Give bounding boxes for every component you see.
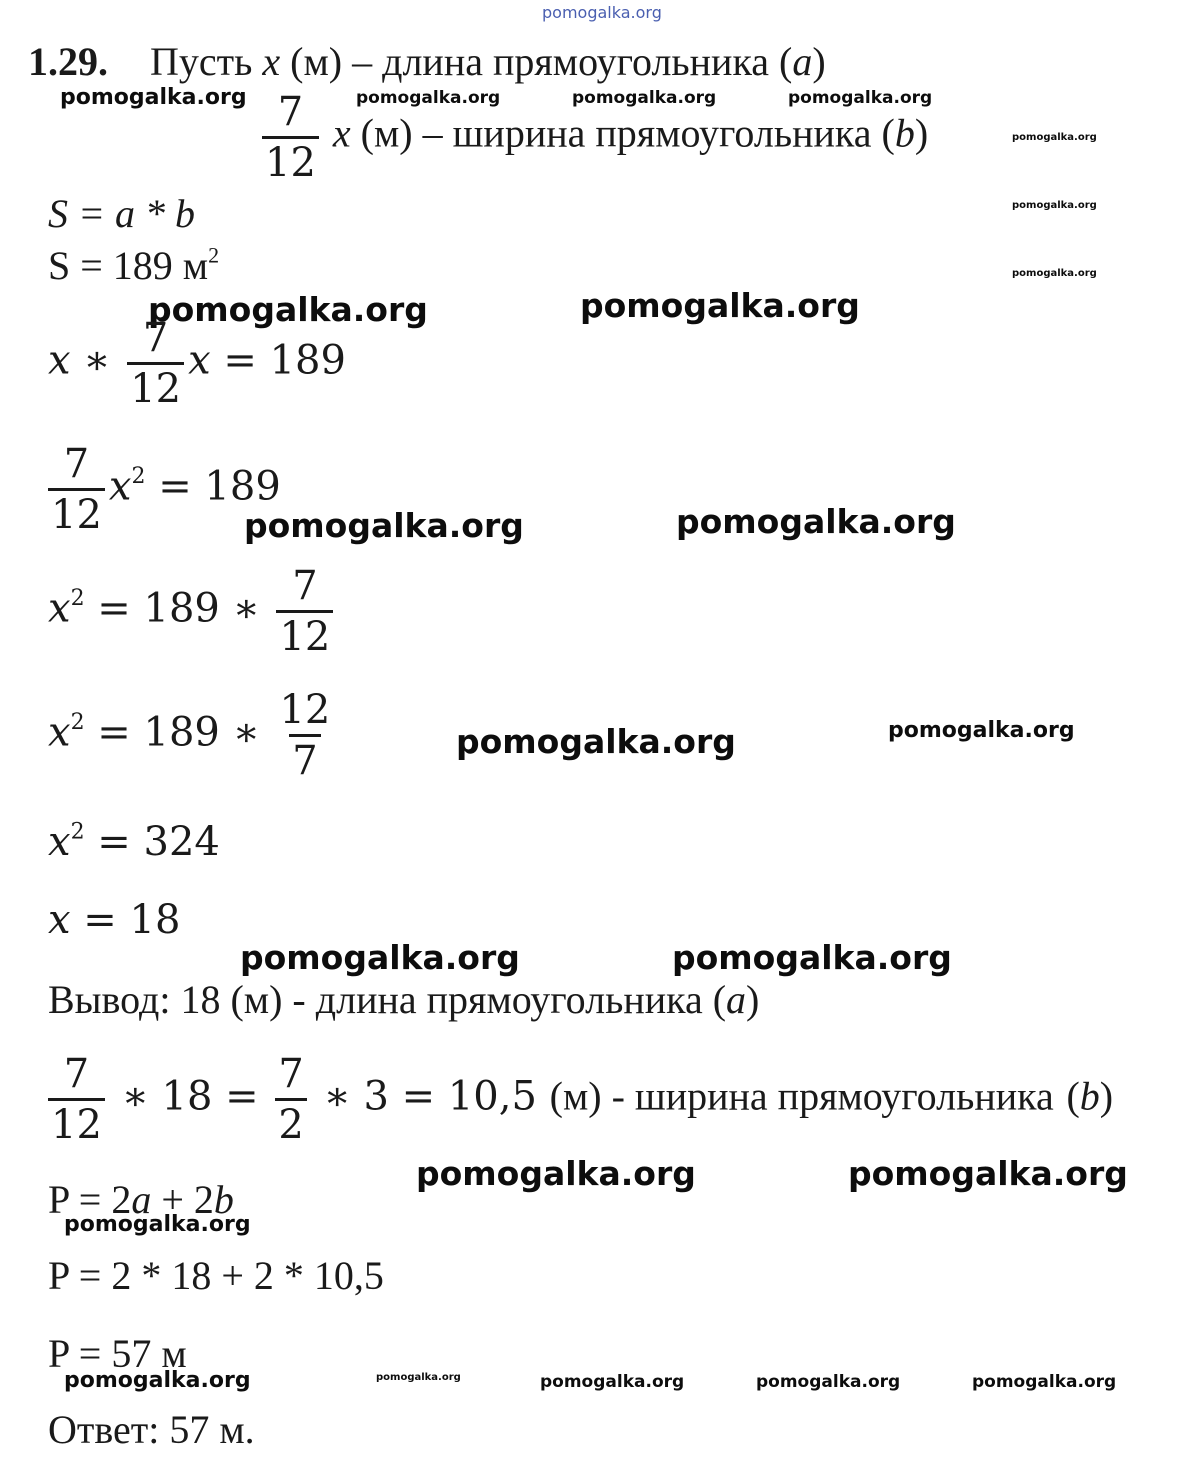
width-calc-mid: ∗ 18 = [121, 1073, 259, 1120]
numerator: 7 [142, 315, 169, 361]
watermark: pomogalka.org [848, 1154, 1128, 1193]
fraction-7-12 [276, 563, 333, 660]
denominator: 12 [127, 362, 184, 409]
var-x: x [48, 709, 71, 756]
numerator: 7 [278, 1051, 304, 1097]
problem-number: 1.29. [28, 39, 108, 84]
watermark: pomogalka.org [64, 1212, 251, 1237]
watermark: pomogalka.org [1012, 132, 1097, 143]
fraction-7-2 [275, 1051, 306, 1148]
watermark: pomogalka.org [888, 718, 1075, 743]
var-x: x [48, 897, 71, 943]
equation-3 [48, 563, 337, 660]
width-calc-rest: ∗ 3 = 10,5 [323, 1073, 537, 1120]
equation-rhs: = 189 ∗ [97, 585, 260, 632]
multiply-sign: ∗ [83, 337, 111, 384]
watermark: pomogalka.org [456, 722, 736, 761]
perimeter-mid: + 2 [161, 1177, 214, 1222]
length-symbol: a [131, 1177, 152, 1222]
width-symbol: b [894, 110, 915, 156]
var-x: x [48, 819, 71, 865]
denominator: 12 [48, 1098, 105, 1145]
fraction-7-12 [262, 89, 319, 186]
watermark: pomogalka.org [376, 1372, 461, 1383]
problem-heading: 1.29. Пусть x (м) – длина прямоугольника (a) [28, 39, 826, 84]
area-formula: S = a * b [48, 191, 195, 236]
numerator: 7 [63, 1051, 90, 1097]
numerator: 7 [63, 441, 90, 487]
width-definition: (м) – ширина прямоугольника [360, 110, 872, 156]
fraction-7-12 [127, 315, 184, 412]
watermark: pomogalka.org [972, 1372, 1117, 1392]
intro-word: Пусть [150, 39, 253, 84]
equation-rhs: = 18 [83, 897, 181, 943]
var-x: x [48, 585, 71, 632]
length-symbol: a [726, 977, 747, 1022]
conclusion-text: Вывод: 18 (м) - длина прямоугольника [48, 977, 703, 1022]
equation-1 [48, 315, 346, 412]
watermark: pomogalka.org [1012, 268, 1097, 279]
perimeter-p: P = 2 [48, 1177, 132, 1222]
perimeter-formula [48, 1177, 234, 1222]
numerator: 12 [279, 687, 331, 733]
watermark: pomogalka.org [148, 290, 428, 329]
width-calculation: $\frac{7}{12}$ ∗ 18 = $\frac{7}{2}$ ∗ 3 = 10,5 (м) - ширина прямоугольника (b) [44, 1054, 1113, 1145]
var-x: x [188, 337, 211, 384]
equation-2 [44, 441, 281, 538]
var-x: x [262, 39, 281, 84]
numerator: 7 [292, 563, 318, 609]
watermark: pomogalka.org [676, 502, 956, 541]
denominator: 2 [275, 1098, 306, 1145]
watermark: pomogalka.org [60, 85, 247, 110]
exponent: 2 [131, 464, 146, 489]
fraction-7-12 [48, 1051, 105, 1148]
watermark: pomogalka.org [416, 1154, 696, 1193]
watermark: pomogalka.org [64, 1368, 251, 1393]
answer: Ответ: 57 м. [48, 1407, 255, 1452]
equation-6 [48, 897, 181, 943]
equation-5 [48, 819, 220, 865]
area-value-text: S = 189 м [48, 243, 209, 288]
width-symbol: b [1079, 1073, 1100, 1119]
equation-rhs: = 189 [158, 463, 281, 510]
watermark-top: pomogalka.org [542, 3, 662, 22]
watermark: pomogalka.org [240, 938, 520, 977]
fraction-12-7 [276, 687, 333, 784]
denominator: 12 [276, 610, 333, 657]
denominator: 7 [289, 734, 320, 781]
watermark: pomogalka.org [580, 286, 860, 325]
length-definition: (м) – длина прямоугольника [290, 39, 770, 84]
watermark: pomogalka.org [1012, 200, 1097, 211]
exponent: 2 [70, 819, 85, 845]
watermark: pomogalka.org [540, 1372, 685, 1392]
equation-4 [48, 687, 337, 784]
equation-rhs: = 189 ∗ [97, 709, 260, 756]
watermark: pomogalka.org [756, 1372, 901, 1392]
watermark: pomogalka.org [356, 88, 501, 108]
numerator: 7 [277, 89, 304, 135]
equation-rhs: = 189 [223, 337, 346, 384]
width-symbol: b [213, 1177, 234, 1222]
exponent: 2 [70, 710, 85, 735]
watermark: pomogalka.org [572, 88, 717, 108]
width-calc-text: (м) - ширина прямоугольника [549, 1073, 1054, 1119]
watermark: pomogalka.org [788, 88, 933, 108]
area-value [48, 242, 220, 288]
perimeter-calculation: P = 2 * 18 + 2 * 10,5 [48, 1253, 384, 1298]
denominator: 12 [48, 488, 105, 535]
watermark: pomogalka.org [244, 506, 524, 545]
conclusion-line: Вывод: 18 (м) - длина прямоугольника (a) [48, 977, 760, 1022]
exponent: 2 [70, 586, 85, 611]
perimeter-value: P = 57 м [48, 1331, 187, 1376]
var-x: x [108, 463, 132, 510]
area-superscript: 2 [208, 242, 220, 268]
equation-rhs: = 324 [97, 819, 220, 865]
fraction-7-12 [48, 441, 105, 538]
denominator: 12 [262, 136, 319, 183]
var-x: x [332, 110, 351, 156]
var-x: x [48, 337, 71, 384]
width-definition-line: $\frac{7}{12}$ x (м) – ширина прямоугольника (b) [258, 92, 928, 183]
watermark: pomogalka.org [672, 938, 952, 977]
length-symbol: a [792, 39, 813, 84]
